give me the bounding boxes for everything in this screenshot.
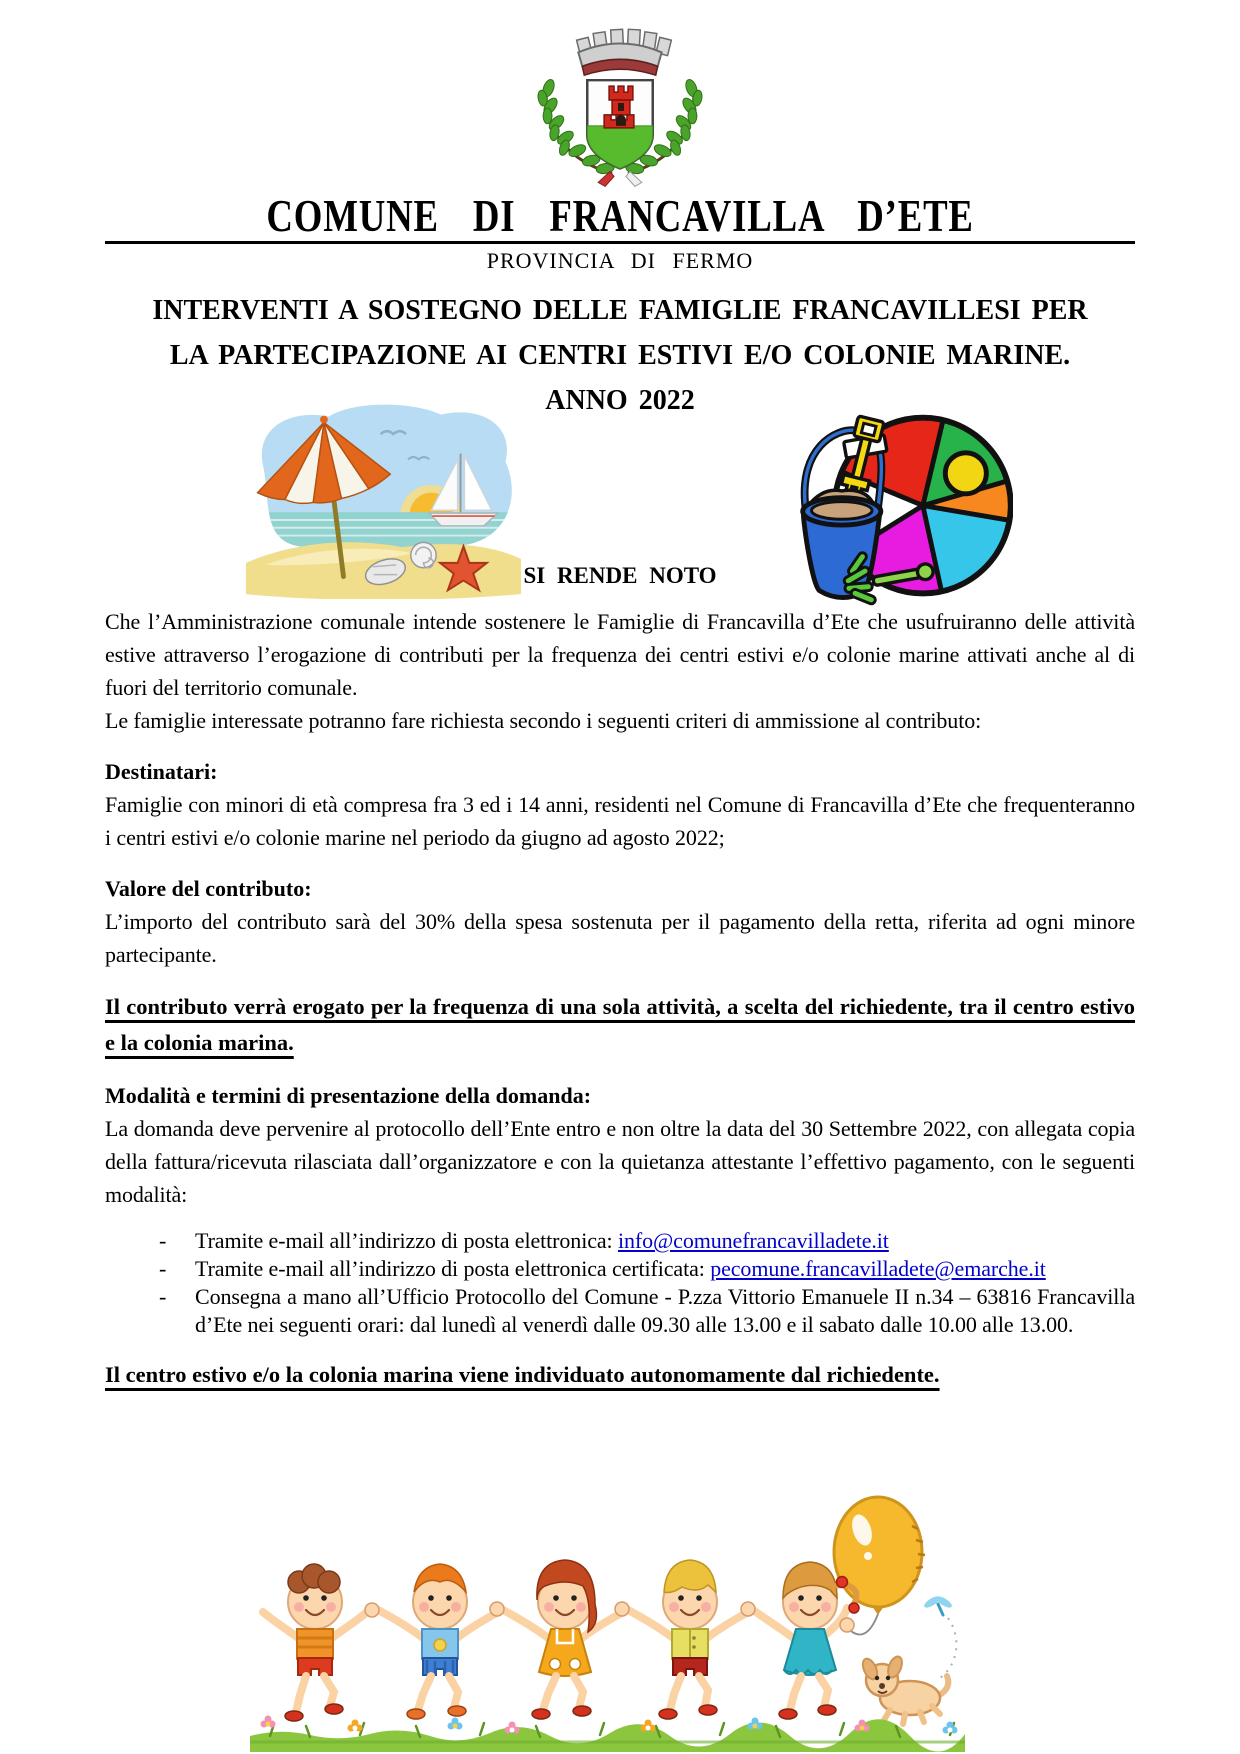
bullet-dash: - <box>159 1284 167 1309</box>
dragonfly-icon <box>923 1594 957 1678</box>
valore-body: L’importo del contributo sarà del 30% della spesa sostenuta per il pagamento della retta, riferita ad ogni minore partecipante. <box>105 909 1135 967</box>
child-figure <box>628 1560 752 1719</box>
page-title <box>0 190 1240 241</box>
si-rende-noto-label: SI RENDE NOTO <box>523 563 717 588</box>
child-figure <box>503 1560 627 1719</box>
child-figure <box>378 1564 502 1719</box>
intro-paragraph-2: Le famiglie interessate potranno fare richiesta secondo i seguenti criteri di ammissione al contributo: <box>105 708 982 733</box>
bullet-dash: - <box>159 1256 167 1281</box>
beach-toys-illustration <box>778 403 1013 613</box>
highlight-autonomous-choice: Il centro estivo e/o la colonia marina viene individuato autonomamente dal richiedente. <box>105 1362 940 1387</box>
list-item-email-text: Tramite e-mail all’indirizzo di posta elettronica: <box>195 1228 618 1253</box>
destinatari-body: Famiglie con minori di età compresa fra 3 ed i 14 anni, residenti nel Comune di Francavilla d’Ete che frequenteranno i centri estivi e/o colonie marine nel periodo da giugno ad agosto 2022; <box>105 792 1135 850</box>
coat-of-arms-icon <box>491 22 749 188</box>
mural-crown-icon <box>577 29 672 75</box>
modalita-body: La domanda deve pervenire al protocollo dell’Ente entro e non oltre la data del 30 Settembre 2022, con allegata copia della fattura/ricevuta rilasciata dall’organizzatore e con la quietanza attestante l’effettivo pagamento, con le seguenti modalità: <box>105 1116 1135 1207</box>
intro-paragraph-1: Che l’Amministrazione comunale intende sostenere le Famiglie di Francavilla d’Ete che usufruiranno delle attività estive attraverso l’erogazione di contributi per la frequenza dei centri estivi e/o colonie marine attivati anche al di fuori del territorio comunale. <box>105 609 1135 700</box>
child-figure <box>263 1564 367 1721</box>
page-subtitle: PROVINCIA DI FERMO <box>486 248 754 273</box>
list-item-pec <box>105 1255 1135 1283</box>
notice-heading-line1: INTERVENTI A SOSTEGNO DELLE FAMIGLIE FRANCAVILLESI PER <box>152 295 1088 326</box>
list-item-hand-delivery-text: Consegna a mano all’Ufficio Protocollo del Comune - P.zza Vittorio Emanuele II n.34 – 63816 Francavilla d’Ete nei seguenti orari: dal lunedì al venerdì dalle 09.30 alle 13.00 e il sabato dalle 10.00 alle 13.00. <box>195 1284 1135 1337</box>
dog-icon <box>860 1655 948 1724</box>
submission-methods-list <box>105 1227 1135 1339</box>
list-item-pec-text: Tramite e-mail all’indirizzo di posta elettronica certificata: <box>195 1256 711 1281</box>
shield-icon <box>587 80 652 168</box>
destinatari-label: Destinatari: <box>105 759 218 784</box>
page-title-text: COMUNE DI FRANCAVILLA D’ETE <box>266 190 974 241</box>
notice-heading-line2: LA PARTECIPAZIONE AI CENTRI ESTIVI E/O COLONIE MARINE. <box>169 340 1071 371</box>
children-playing-illustration <box>250 1490 965 1752</box>
child-figure <box>753 1562 859 1719</box>
bullet-dash: - <box>159 1228 167 1253</box>
valore-label: Valore del contributo: <box>105 876 312 901</box>
pec-email-link[interactable]: pecomune.francavilladete@emarche.it <box>710 1256 1046 1281</box>
list-item-email <box>105 1227 1135 1255</box>
illustration-row <box>105 389 1135 605</box>
title-divider <box>105 241 1135 244</box>
modalita-label: Modalità e termini di presentazione della domanda: <box>105 1083 592 1108</box>
email-link[interactable]: info@comunefrancavilladete.it <box>617 1228 889 1253</box>
list-item-hand-delivery <box>105 1283 1135 1339</box>
highlight-single-activity: Il contributo verrà erogato per la frequenza di una sola attività, a scelta del richiedente, tra il centro estivo e la colonia marina. <box>105 994 1135 1055</box>
notice-heading-line3: ANNO 2022 <box>545 385 695 416</box>
